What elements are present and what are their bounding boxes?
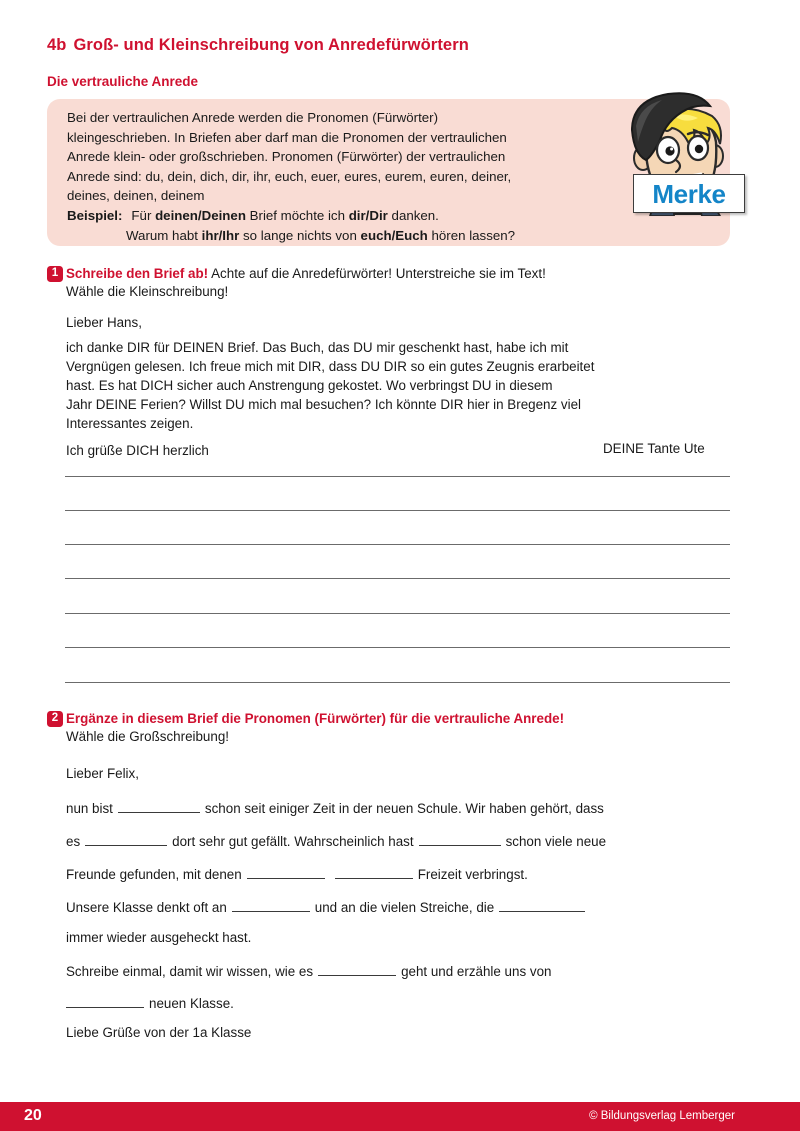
ex2-row4-text-a: Unsere Klasse denkt oft an — [66, 900, 227, 915]
ex1-letter-body-4: Jahr DEINE Ferien? Willst DU mich mal besuchen? Ich könnte DIR hier in Bregenz viel — [66, 397, 581, 412]
merke-example-row-2 — [67, 226, 627, 246]
ex2-row4-text-b: und an die vielen Streiche, die — [314, 900, 495, 915]
ex1-letter-closing: Ich grüße DICH herzlich — [66, 443, 209, 458]
ex1-letter-body-1: ich danke DIR für DEINEN Brief. Das Buch, das DU mir geschenkt hast, habe ich mit — [66, 340, 569, 355]
ex2-gap-row-2 — [66, 832, 606, 849]
footer-page-number: 20 — [24, 1107, 42, 1124]
exercise-1-instruction-rest: Achte auf die Anredefürwörter! Unterstreiche sie im Text! — [208, 266, 546, 281]
ex2-row3-text-a: Freunde gefunden, mit denen — [66, 867, 242, 882]
ex2-blank-9[interactable] — [66, 994, 144, 1008]
merke-body-text — [67, 108, 627, 245]
ex1-letter-body-2: Vergnügen gelesen. Ich freue mich mit DIR, dass DU DIR so ein gutes Zeugnis erarbeitet — [66, 359, 595, 374]
ex2-row3-text-c: Freizeit verbringst. — [417, 867, 528, 882]
beispiel-a-part3: danken. — [387, 207, 439, 223]
ex2-blank-5[interactable] — [335, 865, 413, 879]
beispiel-a-bold2: dir/Dir — [348, 207, 388, 223]
ex2-row2-text-c: schon viele neue — [505, 834, 607, 849]
ex2-gap-row-6 — [66, 962, 551, 979]
answer-rule-line[interactable] — [65, 613, 730, 614]
exercise-2-subinstruction: Wähle die Großschreibung! — [66, 729, 229, 744]
answer-rule-line[interactable] — [65, 647, 730, 648]
beispiel-b-bold2: euch/Euch — [360, 227, 428, 243]
ex2-row6-text-a: Schreibe einmal, damit wir wissen, wie es — [66, 964, 314, 979]
exercise-1-instruction-bold: Schreibe den Brief ab! — [66, 266, 209, 281]
ex2-gap-row-7 — [66, 994, 234, 1011]
ex2-gap-row-1 — [66, 799, 604, 816]
ex2-letter-salutation: Lieber Felix, — [66, 766, 139, 781]
ex2-gap-row-4 — [66, 898, 590, 915]
exercise-2-number-badge — [47, 711, 63, 727]
beispiel-b-part1: Warum habt — [126, 227, 202, 243]
merke-line-2: kleingeschrieben. In Briefen aber darf man die Pronomen der vertraulichen — [67, 129, 507, 145]
merke-line-1: Bei der vertraulichen Anrede werden die Pronomen (Fürwörter) — [67, 110, 439, 125]
answer-rule-line[interactable] — [65, 578, 730, 579]
ex1-letter-body-5: Interessantes zeigen. — [66, 416, 194, 431]
title-text: Groß- und Kleinschreibung von Anredefürwörtern — [73, 36, 469, 54]
exercise-1-number: 1 — [51, 267, 59, 280]
footer-copyright: © Bildungsverlag Lemberger — [589, 1110, 735, 1122]
ex2-gap-row-5: immer wieder ausgeheckt hast. — [66, 930, 252, 945]
ex2-blank-3[interactable] — [419, 832, 501, 846]
exercise-2-instruction — [66, 709, 564, 728]
exercise-2-number: 2 — [51, 712, 59, 725]
answer-rule-line[interactable] — [65, 544, 730, 545]
ex2-blank-8[interactable] — [318, 962, 396, 976]
ex2-blank-7[interactable] — [499, 898, 585, 912]
ex1-letter-body-3: hast. Es hat DICH sicher auch Anstrengung gekostet. Wo verbringst DU in diesem — [66, 378, 553, 393]
ex1-letter-signature: DEINE Tante Ute — [603, 441, 705, 456]
ex2-row2-text-b: dort sehr gut gefällt. Wahrscheinlich hast — [172, 834, 414, 849]
beispiel-a-bold1: deinen/Deinen — [155, 207, 246, 223]
beispiel-a-part2: Brief möchte ich — [245, 207, 349, 223]
ex2-blank-4[interactable] — [247, 865, 325, 879]
ex1-letter-salutation: Lieber Hans, — [66, 315, 142, 330]
ex2-row7-text-b: neuen Klasse. — [149, 996, 234, 1011]
exercise-1-subinstruction: Wähle die Kleinschreibung! — [66, 284, 229, 299]
exercise-1-number-badge — [47, 266, 63, 282]
exercise-2-instruction-bold: Ergänze in diesem Brief die Pronomen (Fürwörter) für die vertrauliche Anrede! — [66, 711, 565, 726]
ex2-gap-row-3 — [66, 865, 528, 882]
ex2-row1-text-b: schon seit einiger Zeit in der neuen Schule. Wir haben gehört, dass — [204, 801, 604, 816]
exercise-1-instruction — [66, 264, 546, 283]
merke-line-5: deines, deinen, deinem — [67, 188, 205, 204]
ex2-row2-text-a: es — [66, 834, 81, 849]
ex2-letter-closing: Liebe Grüße von der 1a Klasse — [66, 1025, 252, 1040]
beispiel-b-part3: hören lassen? — [427, 227, 516, 243]
page-footer — [0, 1102, 800, 1131]
beispiel-b-bold1: ihr/Ihr — [201, 227, 240, 243]
merke-example-row-1 — [67, 206, 627, 226]
answer-rule-line[interactable] — [65, 510, 730, 511]
beispiel-sentence-1 — [131, 206, 438, 226]
ex2-row1-text-a: nun bist — [66, 801, 113, 816]
unit-number: 4b — [47, 36, 67, 54]
answer-rule-line[interactable] — [65, 476, 730, 477]
merke-line-3: Anrede klein- oder großschrieben. Pronomen (Fürwörter) der vertraulichen — [67, 149, 506, 165]
ex2-blank-2[interactable] — [85, 832, 167, 846]
beispiel-b-part2: so lange nichts von — [239, 227, 361, 243]
page-title — [47, 36, 469, 55]
answer-rule-line[interactable] — [65, 682, 730, 683]
beispiel-a-part1: Für — [131, 207, 156, 223]
ex2-row6-text-b: geht und erzähle uns von — [401, 964, 552, 979]
merke-line-4: Anrede sind: du, dein, dich, dir, ihr, euch, euer, eures, eurem, euren, deiner, — [67, 168, 512, 184]
ex2-blank-1[interactable] — [118, 799, 200, 813]
beispiel-label: Beispiel: — [67, 207, 123, 223]
ex2-blank-6[interactable] — [232, 898, 310, 912]
merke-label-text: Merke — [652, 178, 726, 209]
section-subtitle: Die vertrauliche Anrede — [47, 74, 199, 89]
merke-label-badge — [633, 174, 745, 213]
